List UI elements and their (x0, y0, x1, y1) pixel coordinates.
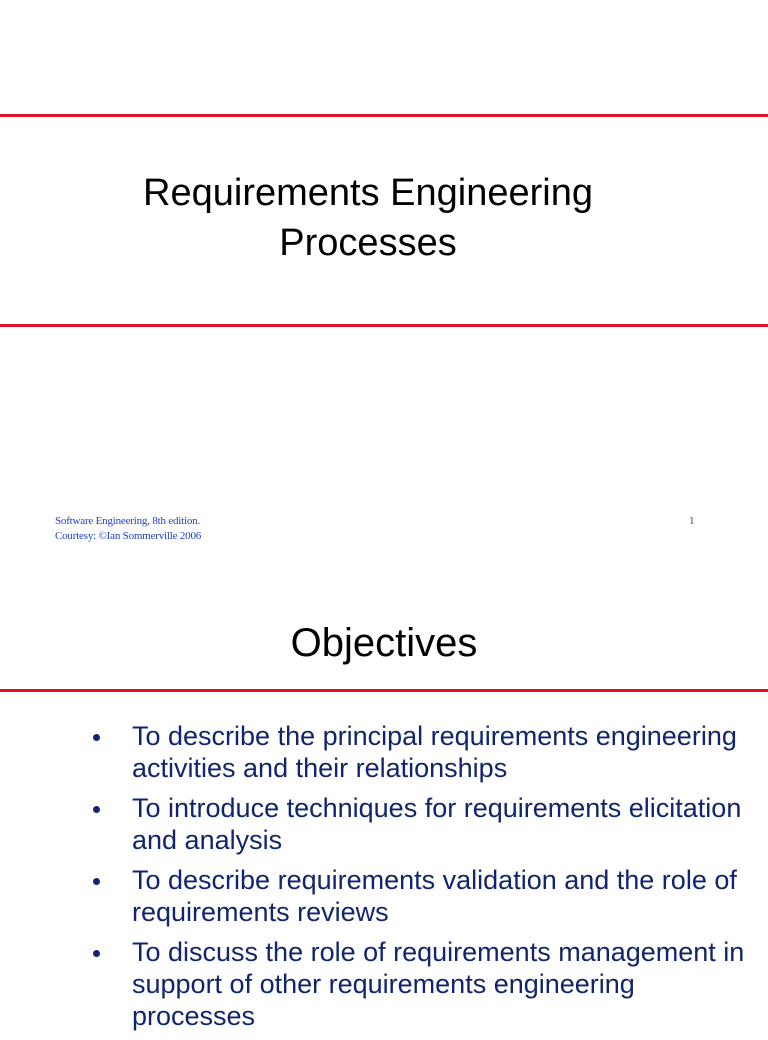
bullet-icon (93, 734, 100, 741)
top-rule (0, 114, 768, 117)
bullet-icon (93, 950, 100, 957)
footer-courtesy: Courtesy: ©Ian Sommerville 2006 (55, 530, 202, 542)
bullet-icon (93, 878, 100, 885)
list-item (0, 864, 768, 928)
slide-title (0, 168, 736, 268)
slide-title-line-2: Processes (279, 222, 457, 264)
list-item (0, 936, 768, 1032)
list-item-text: To describe requirements validation and the role of requirements reviews (132, 865, 737, 927)
footer-edition: Software Engineering, 8th edition. (55, 515, 201, 527)
list-item (0, 792, 768, 856)
list-item-text: To introduce techniques for requirements elicitation and analysis (132, 793, 742, 855)
objectives-title: Objectives (290, 621, 478, 665)
objectives-rule (0, 689, 768, 692)
page-number: 1 (689, 515, 695, 527)
list-item-text: To describe the principal requirements engineering activities and their relationships (132, 721, 737, 783)
title-bottom-rule (0, 324, 768, 327)
objectives-list (0, 720, 768, 1040)
slide-title-line-1: Requirements Engineering (143, 172, 593, 214)
bullet-icon (93, 806, 100, 813)
slide-footer (55, 514, 201, 544)
list-item (0, 720, 768, 784)
list-item-text: To discuss the role of requirements management in support of other requirements engineering processes (132, 937, 745, 1031)
